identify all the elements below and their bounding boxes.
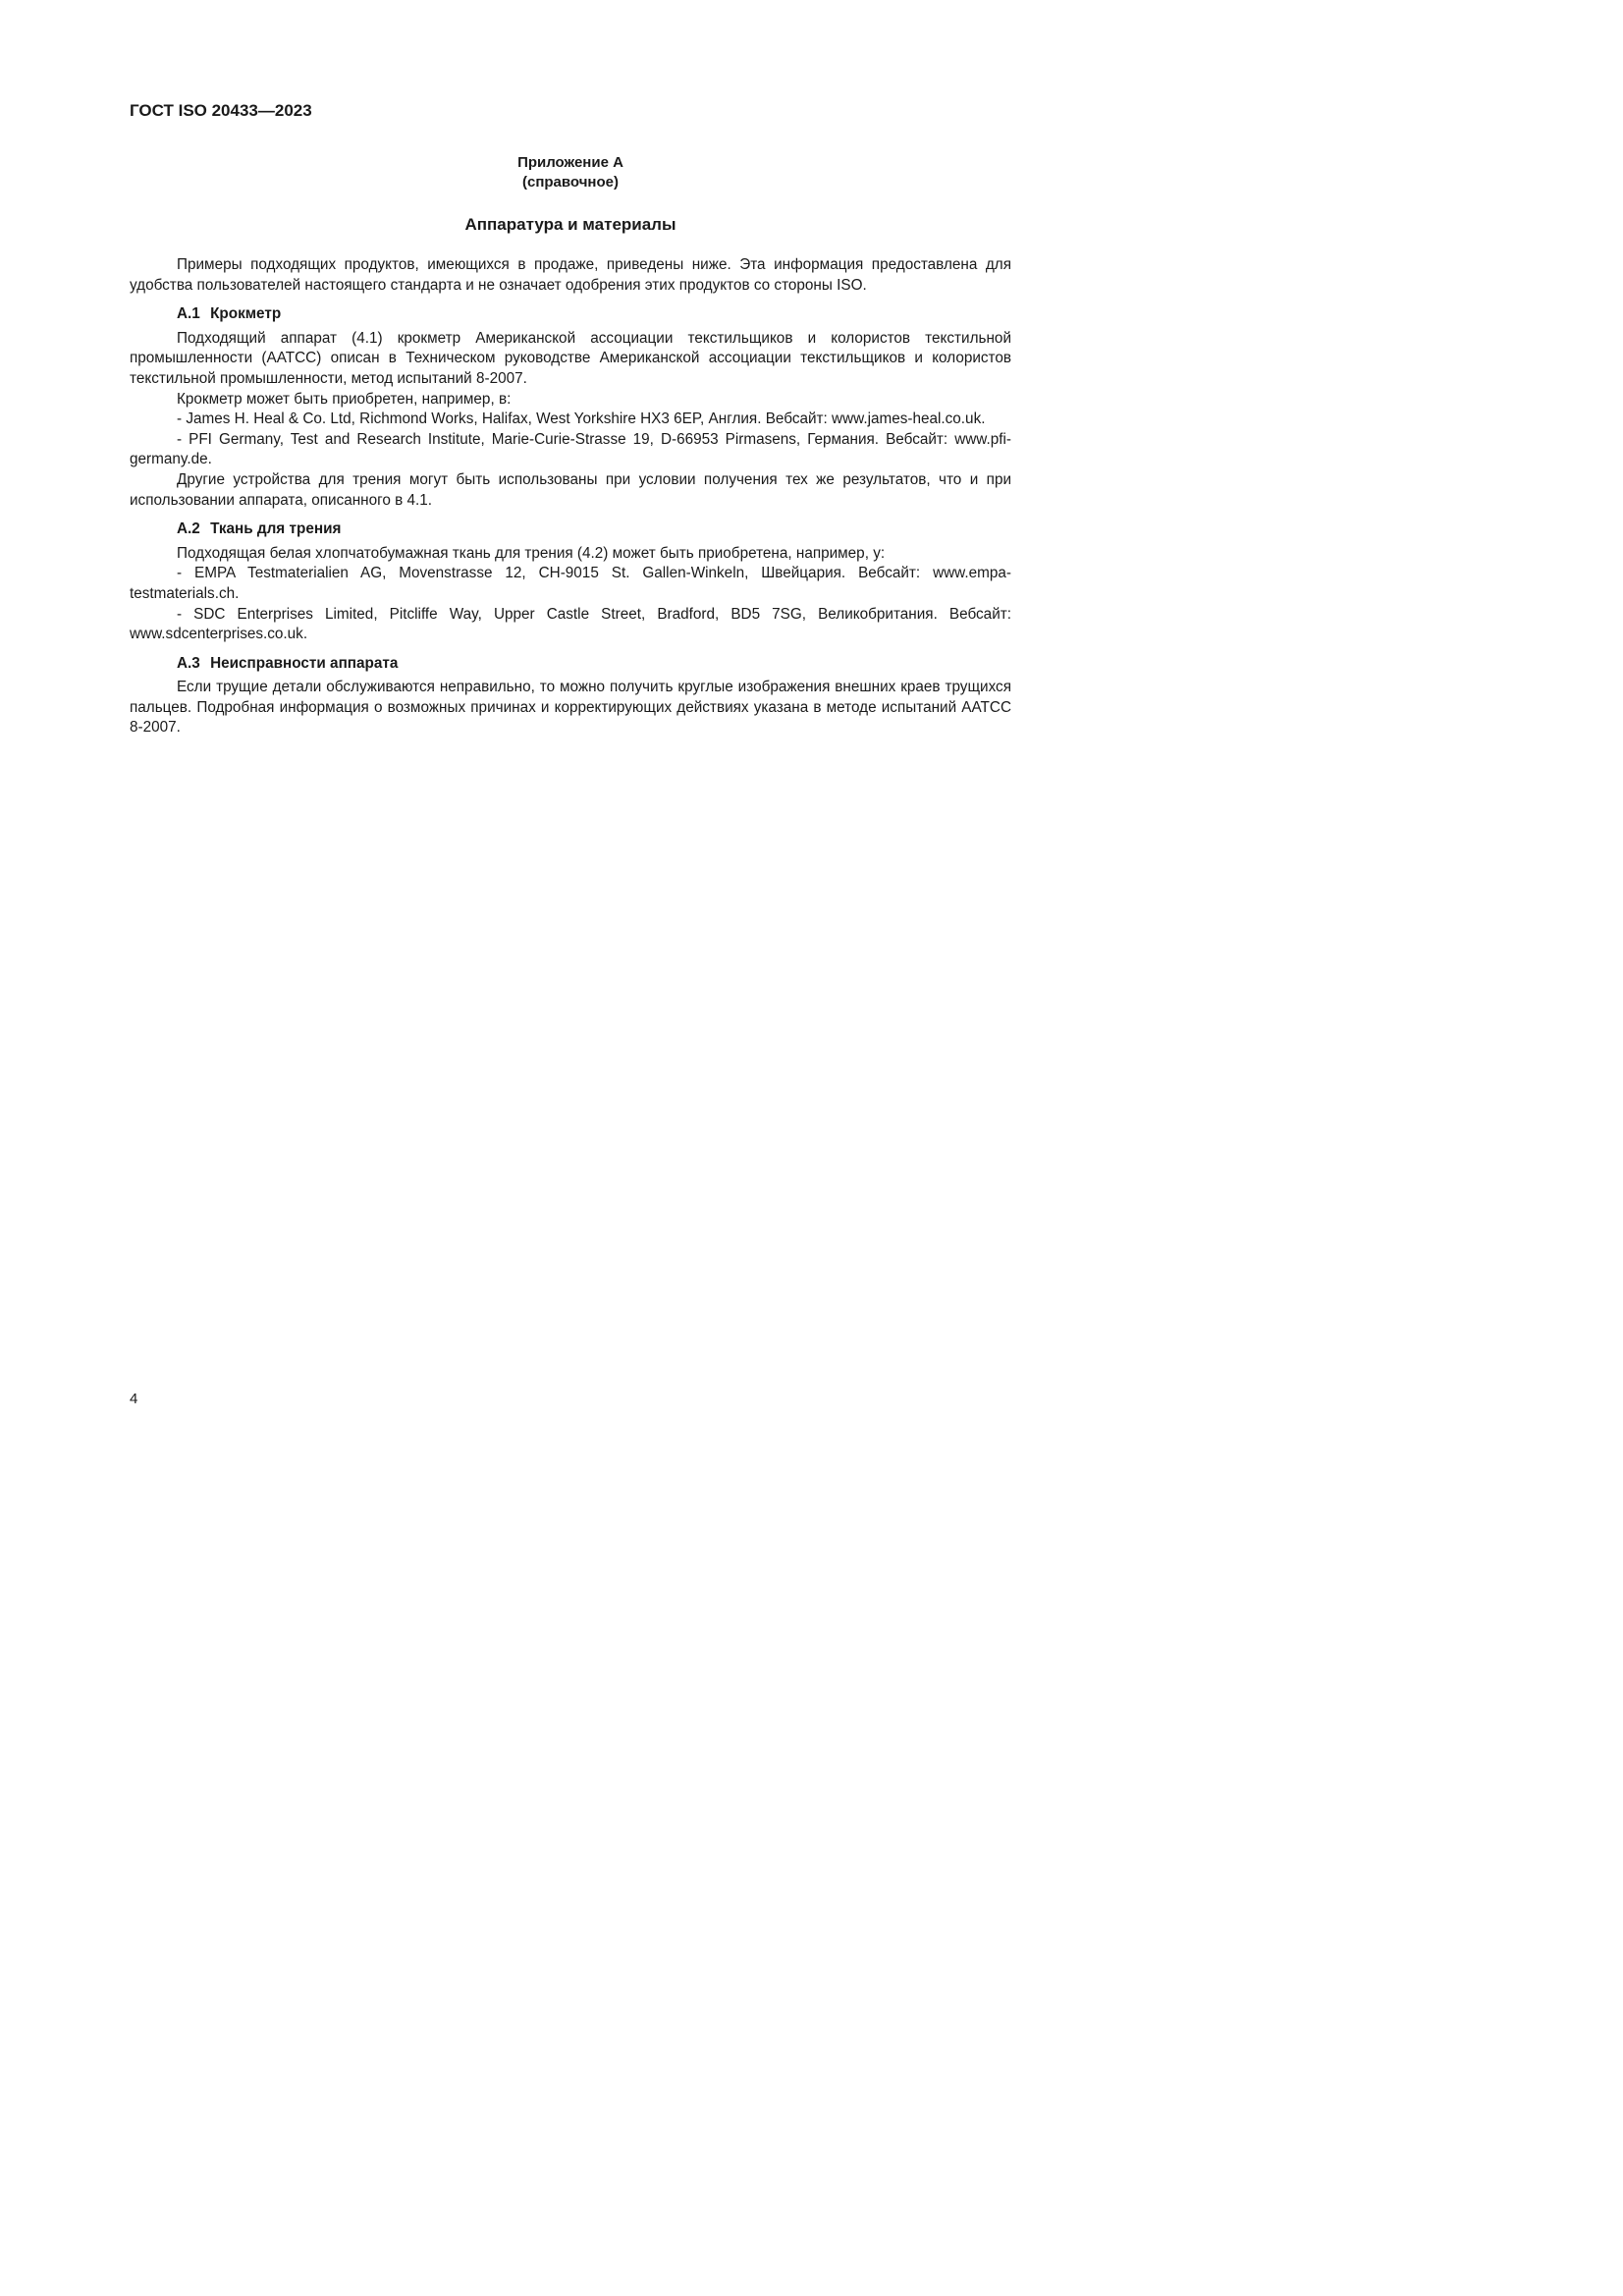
- section-title: Неисправности аппарата: [210, 654, 399, 672]
- list-item-supplier: - PFI Germany, Test and Research Institute, Marie-Curie-Strasse 19, D-66953 Pirmasens, Германия. Вебсайт: www.pfi-germany.de.: [130, 430, 1011, 468]
- page-number: 4: [130, 1391, 138, 1407]
- section-title: Ткань для трения: [210, 520, 342, 538]
- intro-paragraph: Примеры подходящих продуктов, имеющихся в продаже, приведены ниже. Эта информация предоставлена для удобства пользователей настоящего стандарта и не означает одобрения этих продуктов со стороны ISO.: [130, 256, 1011, 294]
- section-heading-a3: [130, 654, 1011, 675]
- list-item-supplier: - SDC Enterprises Limited, Pitcliffe Way, Upper Castle Street, Bradford, BD5 7SG, Великобритания. Вебсайт: www.sdcenterprises.co.uk.: [130, 605, 1011, 643]
- section-number: А.3: [177, 654, 200, 672]
- paragraph: Если трущие детали обслуживаются неправильно, то можно получить круглые изображения внешних краев трущихся пальцев. Подробная информация о возможных причинах и корректирующих действиях указана в методе испытаний AATCC 8-2007.: [130, 679, 1011, 737]
- section-heading-a1: [130, 304, 1011, 325]
- document-body: [130, 255, 1011, 738]
- section-number: А.2: [177, 520, 200, 538]
- list-item-supplier: - EMPA Testmaterialien AG, Movenstrasse 12, CH-9015 St. Gallen-Winkeln, Швейцария. Вебсайт: www.empa-testmaterials.ch.: [130, 565, 1011, 602]
- paragraph: Крокметр может быть приобретен, например, в:: [177, 390, 512, 408]
- annex-type: (справочное): [522, 174, 619, 191]
- annex-title: Аппаратура и материалы: [464, 215, 676, 234]
- annex-label: Приложение А: [517, 154, 623, 171]
- list-item-supplier: - James H. Heal & Co. Ltd, Richmond Works, Halifax, West Yorkshire HX3 6EP, Англия. Вебсайт: www.james-heal.co.uk.: [177, 410, 986, 428]
- section-number: А.1: [177, 305, 200, 323]
- section-heading-a2: [130, 519, 1011, 540]
- section-title: Крокметр: [210, 305, 282, 323]
- paragraph: Подходящий аппарат (4.1) крокметр Американской ассоциации текстильщиков и колористов текстильной промышленности (AATCC) описан в Техническом руководстве Американской ассоциации текстильщиков и колористов текстильной промышленности, метод испытаний 8-2007.: [130, 329, 1011, 387]
- annex-heading: [130, 153, 1011, 192]
- document-header: ГОСТ ISO 20433—2023: [130, 101, 312, 120]
- paragraph: Подходящая белая хлопчатобумажная ткань для трения (4.2) может быть приобретена, например, у:: [177, 544, 886, 562]
- paragraph: Другие устройства для трения могут быть использованы при условии получения тех же результатов, что и при использовании аппарата, описанного в 4.1.: [130, 470, 1011, 509]
